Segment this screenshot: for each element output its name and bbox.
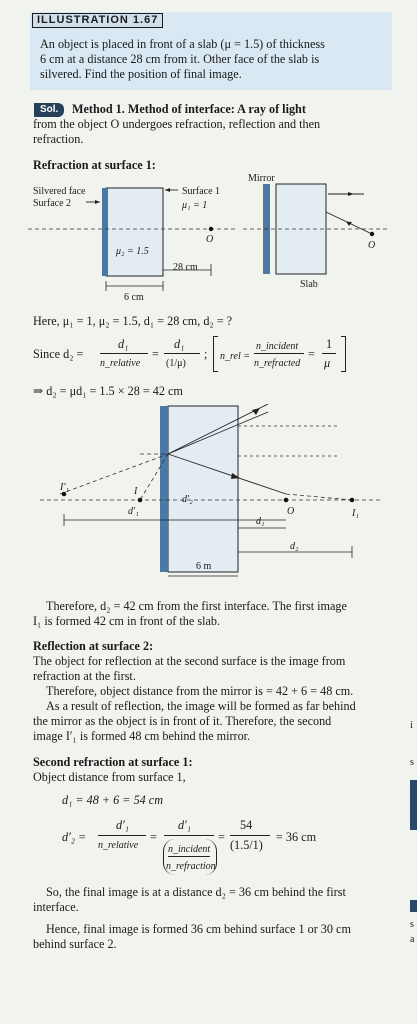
eq3-num2: d′₁ — [178, 818, 191, 832]
eq1-equals: = — [152, 347, 159, 361]
eq3-den2a: n_incident — [168, 844, 211, 855]
reflection-line-3: Therefore, object distance from the mirror is = 42 + 6 = 48 cm. — [46, 684, 354, 698]
d1-value-line: d₁ = 48 + 6 = 54 cm — [62, 793, 164, 807]
reflection-line-1: The object for reflection at the second surface is the image from — [33, 654, 346, 668]
eq3-equals-2: = — [218, 830, 225, 844]
fig2-d1: d₁ — [256, 516, 265, 527]
reflection-line-4: As a result of reflection, the image will be formed as far behind — [46, 699, 356, 713]
illustration-tag: ILLUSTRATION 1.67 — [32, 13, 163, 28]
fig1-surface-1: Surface 1 — [182, 186, 221, 197]
eq1-since: Since d₂ = — [33, 347, 84, 361]
eq1-semicolon: ; — [204, 347, 208, 361]
margin-letter-a: a — [410, 934, 415, 945]
eq1-num1: d₁ — [118, 337, 129, 351]
given-values-line: Here, μ₁ = 1, μ₂ = 1.5, d₁ = 28 cm, d₂ = ? — [33, 314, 233, 328]
eq3-den1: n_relative — [98, 840, 139, 851]
eq1-den2: (1/μ) — [166, 358, 186, 369]
hence-line-2: behind surface 2. — [33, 937, 117, 951]
eq1-nrefracted: n_refracted — [254, 358, 301, 369]
eq1-nrel: n_rel = — [220, 351, 250, 362]
method-line-1: Method 1. Method of interface: A ray of light — [72, 102, 306, 116]
eq3-den3: (1.5/1) — [230, 838, 263, 852]
reflection-line-2: refraction at the first. — [33, 669, 136, 683]
fig1-surface-2: Surface 2 — [33, 198, 72, 209]
fig2-I1: I₁ — [352, 508, 359, 519]
margin-letter-s: s — [410, 757, 414, 768]
method-line-3: refraction. — [33, 132, 84, 146]
fig2-d2: d₂ — [290, 541, 299, 552]
eq1-den1: n_relative — [100, 358, 141, 369]
second-refraction-heading: Second refraction at surface 1: — [33, 755, 193, 769]
fig1-object-O-right: O — [368, 240, 376, 251]
eq3-num1: d′₁ — [116, 818, 129, 832]
eq3-lhs: d′₂ = — [62, 830, 87, 844]
fig2-d1-prime: d′₁ — [128, 506, 139, 517]
fig1-silvered-face: Silvered face — [33, 186, 86, 197]
implies-line: ⇒ d₂ = μd₁ = 1.5 × 28 = 42 cm — [33, 384, 183, 398]
eq1-nincident: n_incident — [256, 341, 299, 352]
eq3-num3: 54 — [240, 818, 253, 832]
fig2-d2-prime: d′₂ — [182, 494, 193, 505]
eq1-one: 1 — [326, 337, 333, 351]
eq3-equals-1: = — [150, 830, 157, 844]
problem-line-2: 6 cm at a distance 28 cm from it. Other face of the slab is — [40, 52, 320, 66]
so-line-1: So, the final image is at a distance d₂ = 36 cm behind the first — [46, 885, 346, 899]
margin-letter-s-2: s — [410, 919, 414, 930]
eq1-equals-2: = — [308, 347, 315, 361]
margin-letter-i: i — [410, 720, 413, 731]
fig1-object-O: O — [206, 234, 214, 245]
method-line-2: from the object O undergoes refraction, reflection and then — [33, 117, 321, 131]
reflection-heading: Reflection at surface 2: — [33, 639, 154, 653]
fig1-mu2: μ₂ = 1.5 — [116, 246, 149, 257]
fig1-mirror-label: Mirror — [248, 173, 275, 184]
eq1-mu: μ — [324, 356, 331, 370]
fig1-slab-label: Slab — [300, 279, 318, 290]
problem-line-3: silvered. Find the position of final image. — [40, 67, 242, 81]
solution-tag: Sol. — [34, 103, 64, 117]
adjacent-page-strip — [410, 780, 417, 830]
adjacent-page-strip-2 — [410, 900, 417, 912]
fig2-I1-prime: I′₁ — [60, 482, 69, 493]
so-line-2: interface. — [33, 900, 79, 914]
therefore-line-2: I₁ is formed 42 cm in front of the slab. — [33, 614, 221, 628]
fig1-dist-28: 28 cm — [173, 262, 198, 273]
reflection-line-6: image I′₁ is formed 48 cm behind the mirror. — [33, 729, 251, 743]
object-distance-line: Object distance from surface 1, — [33, 770, 186, 784]
eq3-result: = 36 cm — [276, 830, 317, 844]
problem-line-1: An object is placed in front of a slab (μ = 1.5) of thickness — [40, 37, 325, 51]
fig2-O: O — [287, 506, 295, 517]
fig1-mu1: μ₁ = 1 — [182, 200, 208, 211]
refraction-heading: Refraction at surface 1: — [33, 158, 156, 172]
fig1-dist-6: 6 cm — [124, 292, 144, 303]
reflection-line-5: the mirror as the object is in front of it. Therefore, the second — [33, 714, 332, 728]
eq3-den2b: n_refraction — [166, 861, 216, 872]
fig2-six-m: 6 m — [196, 561, 212, 572]
fig2-I: I — [134, 486, 138, 497]
hence-line-1: Hence, final image is formed 36 cm behind surface 1 or 30 cm — [46, 922, 351, 936]
therefore-line-1: Therefore, d₂ = 42 cm from the first interface. The first image — [46, 599, 347, 613]
eq1-num2: d₁ — [174, 337, 185, 351]
